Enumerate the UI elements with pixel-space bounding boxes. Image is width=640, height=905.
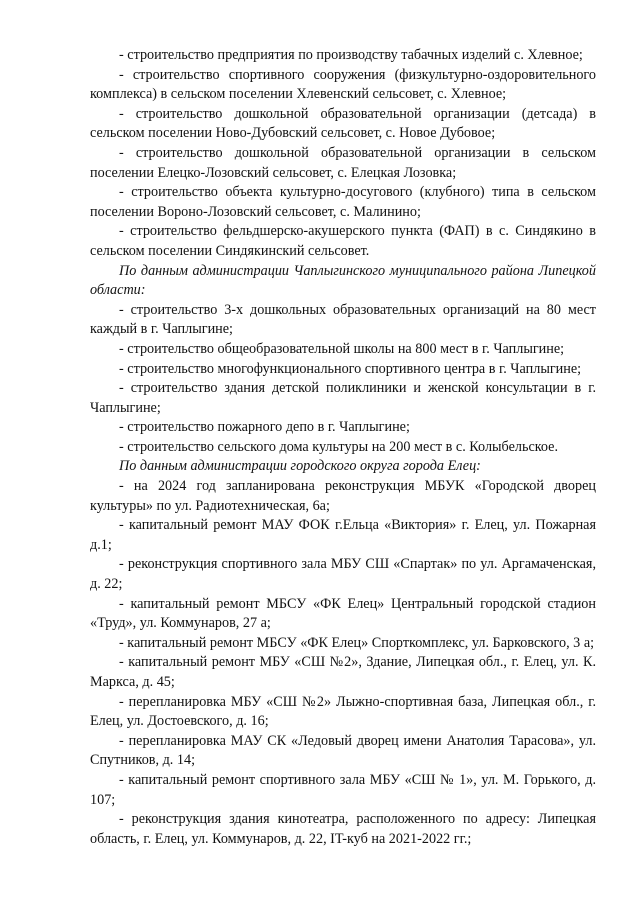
list-item: - на 2024 год запланирована реконструкция МБУК «Городской дворец культуры» по ул. Радиотехническая, 6а; <box>90 478 596 514</box>
list-item: - строительство пожарного депо в г. Чаплыгине; <box>119 419 410 436</box>
list-item: - строительство фельдшерско-акушерского пункта (ФАП) в с. Синдякино в сельском поселении Синдякинский сельсовет. <box>90 223 596 259</box>
list-item: - строительство объекта культурно-досугового (клубного) типа в сельском поселении Вороно-Лозовский сельсовет, с. Малинино; <box>90 184 596 220</box>
list-item: - строительство предприятия по производству табачных изделий с. Хлевное; <box>119 47 583 63</box>
document-page <box>90 46 596 849</box>
list-item: - капитальный ремонт МБСУ «ФК Елец» Центральный городской стадион «Труд», ул. Коммунаров, 27 а; <box>90 595 596 632</box>
list-item: - строительство 3-х дошкольных образовательных организаций на 80 мест каждый в г. Чаплыгине; <box>90 301 596 338</box>
list-item: - перепланировка МАУ СК «Ледовый дворец имени Анатолия Тарасова», ул. Спутников, д. 14; <box>90 732 596 769</box>
list-item: - строительство сельского дома культуры на 200 мест в с. Колыбельское. <box>119 438 559 455</box>
section-heading: По данным администрации Чаплыгинского муниципального района Липецкой области: <box>90 262 596 299</box>
section-heading: По данным администрации городского округа города Елец: <box>119 458 481 475</box>
list-item: - капитальный ремонт МБУ «СШ №2», Здание, Липецкая обл., г. Елец, ул. К. Маркса, д. 45; <box>90 654 596 690</box>
list-item: - строительство общеобразовательной школы на 800 мест в г. Чаплыгине; <box>119 340 565 357</box>
list-item: - перепланировка МБУ «СШ №2» Лыжно-спортивная база, Липецкая обл., г. Елец, ул. Достоевского, д. 16; <box>90 693 596 730</box>
list-item: - строительство дошкольной образовательной организации (детсада) в сельском поселении Ново-Дубовский сельсовет, с. Новое Дубовое; <box>90 105 596 142</box>
list-item: - капитальный ремонт МАУ ФОК г.Ельца «Виктория» г. Елец, ул. Пожарная д.1; <box>90 517 596 553</box>
list-item: - капитальный ремонт МБСУ «ФК Елец» Спорткомплекс, ул. Барковского, 3 а; <box>119 634 595 651</box>
list-item: - реконструкция здания кинотеатра, расположенного по адресу: Липецкая область, г. Елец, ул. Коммунаров, д. 22, IT-куб на 2021-2022 гг.; <box>90 811 596 847</box>
list-item: - реконструкция спортивного зала МБУ СШ «Спартак» по ул. Аргамаченская, д. 22; <box>90 556 596 593</box>
list-item: - строительство дошкольной образовательной организации в сельском поселении Елецко-Лозовский сельсовет, с. Елецкая Лозовка; <box>90 144 596 181</box>
list-item: - строительство здания детской поликлиники и женской консультации в г. Чаплыгине; <box>90 380 596 416</box>
document-body <box>90 46 596 849</box>
list-item: - строительство спортивного сооружения (физкультурно-оздоровительного комплекса) в сельском поселении Хлевенский сельсовет, с. Хлевное; <box>90 66 596 103</box>
list-item: - строительство многофункционального спортивного центра в г. Чаплыгине; <box>119 360 582 377</box>
list-item: - капитальный ремонт спортивного зала МБУ «СШ № 1», ул. М. Горького, д. 107; <box>90 771 596 808</box>
